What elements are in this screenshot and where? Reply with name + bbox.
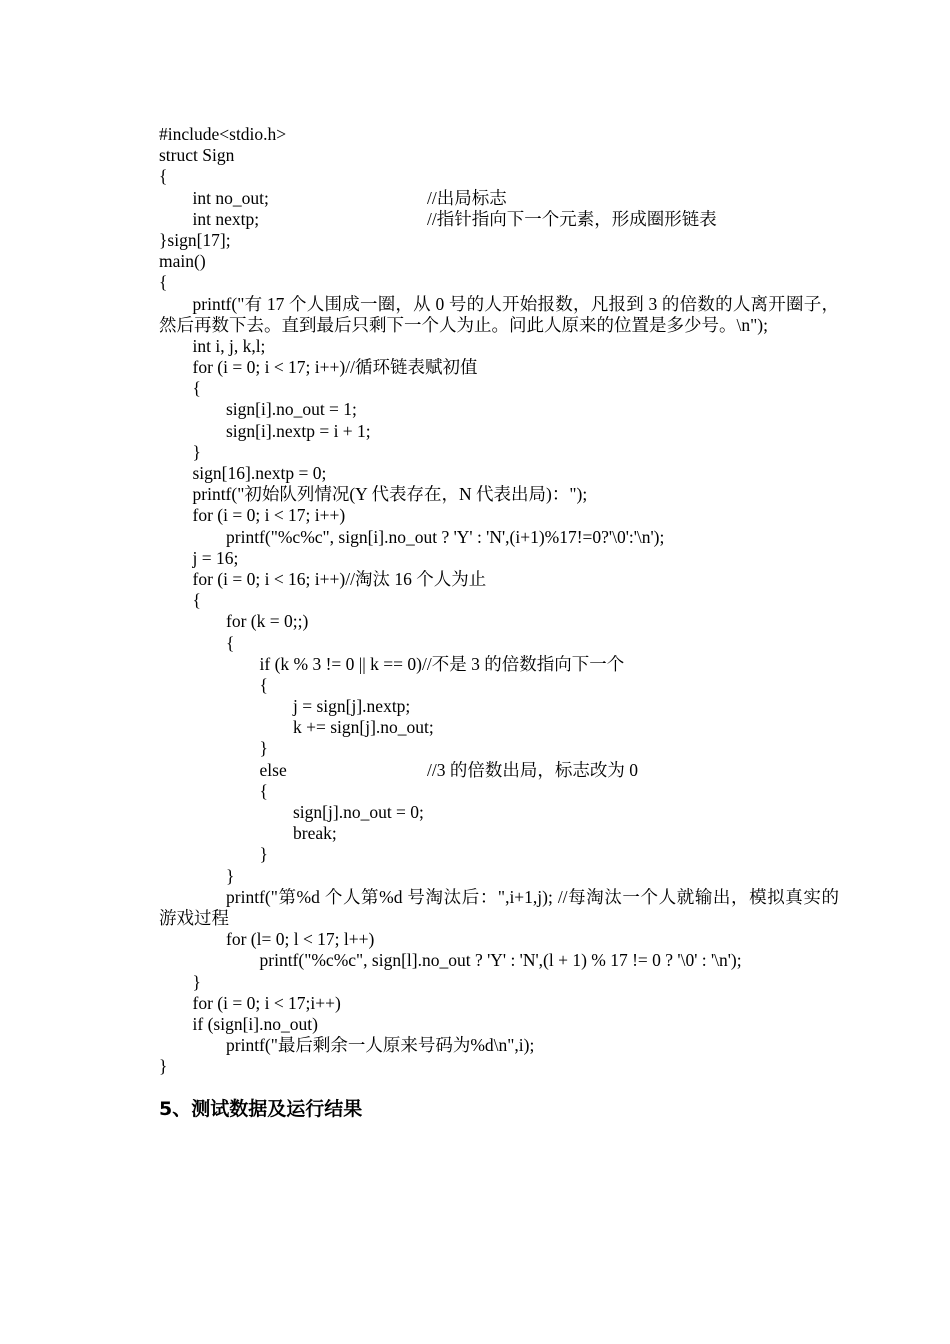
code-text: for (i = 0; i < 17; i++)//循环链表赋初值 <box>192 357 478 378</box>
code-text: printf("初始队列情况(Y 代表存在，N 代表出局)："); <box>192 484 588 505</box>
code-line <box>159 633 839 654</box>
code-text: }sign[17]; <box>159 229 231 250</box>
code-line <box>159 887 839 929</box>
code-text: int no_out; <box>192 187 269 208</box>
code-text: printf("%c%c", sign[l].no_out ? 'Y' : 'N',(l + 1) % 17 != 0 ? '\0' : '\n'); <box>259 950 742 971</box>
code-text: { <box>259 674 268 695</box>
code-line <box>159 357 839 378</box>
code-text: #include<stdio.h> <box>159 124 287 144</box>
code-text: } <box>192 971 201 992</box>
code-listing <box>159 124 839 1078</box>
code-line <box>159 844 839 865</box>
code-text: if (k % 3 != 0 || k == 0)//不是 3 的倍数指向下一个 <box>259 653 625 674</box>
code-line <box>159 590 839 611</box>
code-line <box>159 993 839 1014</box>
code-text: sign[16].nextp = 0; <box>192 463 327 484</box>
code-line <box>159 378 839 399</box>
code-line <box>159 675 839 696</box>
code-text: main() <box>159 251 206 272</box>
code-line <box>159 166 839 187</box>
code-text: { <box>159 272 168 293</box>
code-line <box>159 738 839 759</box>
code-line <box>159 696 839 717</box>
code-line <box>159 188 839 209</box>
code-line <box>159 717 839 738</box>
code-text: } <box>159 1056 168 1077</box>
code-line <box>159 760 839 781</box>
code-text: struct Sign <box>159 145 235 166</box>
code-text: for (i = 0; i < 17;i++) <box>192 992 341 1013</box>
code-text: int i, j, k,l; <box>192 335 266 356</box>
code-text: k += sign[j].no_out; <box>293 717 434 738</box>
code-line <box>159 950 839 971</box>
code-text: for (i = 0; i < 17; i++) <box>192 505 346 526</box>
code-text: } <box>259 844 268 865</box>
code-line <box>159 294 839 336</box>
code-text: break; <box>293 823 337 844</box>
code-line <box>159 145 839 166</box>
code-text: if (sign[i].no_out) <box>192 1013 318 1034</box>
code-text: j = 16; <box>192 547 239 568</box>
code-line <box>159 654 839 675</box>
code-text: { <box>259 780 268 801</box>
code-text: for (k = 0;;) <box>226 611 309 632</box>
code-text: sign[i].no_out = 1; <box>226 399 357 420</box>
code-line <box>159 209 839 230</box>
code-line <box>159 272 839 293</box>
code-text: else <box>259 759 287 780</box>
code-text: { <box>192 590 201 611</box>
code-line <box>159 548 839 569</box>
code-text: { <box>226 632 235 653</box>
code-line <box>159 230 839 251</box>
code-text: sign[i].nextp = i + 1; <box>226 420 371 441</box>
code-comment: //3 的倍数出局，标志改为 0 <box>427 759 638 780</box>
code-text: sign[j].no_out = 0; <box>293 802 424 823</box>
code-line <box>159 569 839 590</box>
code-line <box>159 124 839 145</box>
code-text: { <box>159 166 168 187</box>
code-text: } <box>192 441 201 462</box>
code-text: } <box>259 738 268 759</box>
code-line <box>159 929 839 950</box>
code-line <box>159 1035 839 1056</box>
code-line <box>159 823 839 844</box>
code-text: for (l= 0; l < 17; l++) <box>226 929 375 950</box>
code-line <box>159 866 839 887</box>
code-line <box>159 1056 839 1077</box>
code-line <box>159 972 839 993</box>
code-line <box>159 463 839 484</box>
code-text: int nextp; <box>192 208 260 229</box>
code-text: printf("最后剩余一人原来号码为%d\n",i); <box>226 1035 535 1056</box>
code-text: { <box>192 378 201 399</box>
code-line <box>159 1014 839 1035</box>
code-line <box>159 484 839 505</box>
code-line <box>159 336 839 357</box>
code-line <box>159 399 839 420</box>
code-text: for (i = 0; i < 16; i++)//淘汰 16 个人为止 <box>192 568 487 589</box>
code-line <box>159 505 839 526</box>
code-line <box>159 781 839 802</box>
code-text: printf("第%d 个人第%d 号淘汰后：",i+1,j); //每淘汰一个人就输出，模拟真实的游戏过程 <box>159 886 839 928</box>
code-text: j = sign[j].nextp; <box>293 696 411 717</box>
code-line <box>159 802 839 823</box>
section-heading: 5、测试数据及运行结果 <box>159 1098 363 1120</box>
code-comment: //出局标志 <box>427 187 507 208</box>
code-text: printf("%c%c", sign[i].no_out ? 'Y' : 'N',(i+1)%17!=0?'\0':'\n'); <box>226 526 665 547</box>
code-text: } <box>226 865 235 886</box>
code-line <box>159 611 839 632</box>
code-comment: //指针指向下一个元素，形成圈形链表 <box>427 208 717 229</box>
code-text: printf("有 17 个人围成一圈，从 0 号的人开始报数，凡报到 3 的倍数的人离开圈子，然后再数下去。直到最后只剩下一个人为止。问此人原来的位置是多少号。\n"); <box>159 293 839 335</box>
code-line <box>159 442 839 463</box>
code-line <box>159 421 839 442</box>
code-line <box>159 527 839 548</box>
code-line <box>159 251 839 272</box>
